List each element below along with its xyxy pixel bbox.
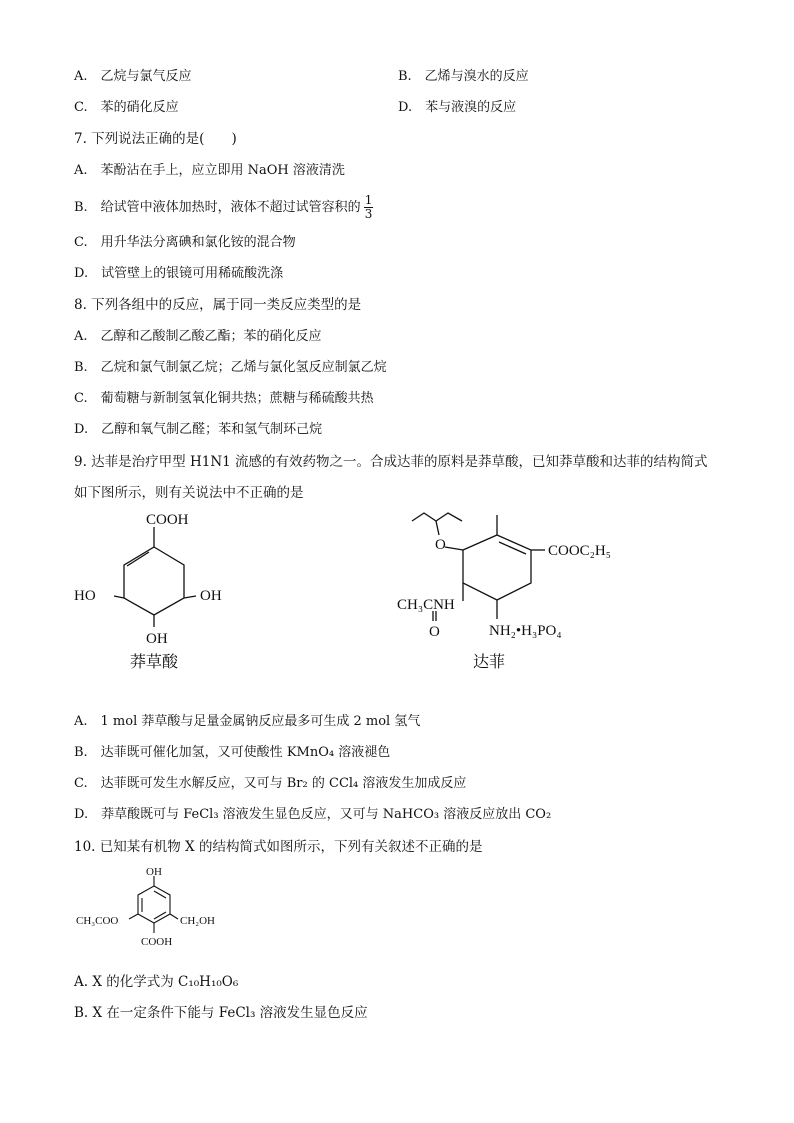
q10-option-a: A. X 的化学式为 C₁₀H₁₀O₆ (74, 974, 239, 990)
shikimic-acid-structure (70, 505, 260, 675)
q7-option-a: A. 苯酚沾在手上，应立即用 NaOH 溶液清洗 (74, 163, 345, 178)
compound-x-acetoxy-label: CH₃COO (76, 915, 119, 927)
q9-option-d: D. 莽草酸既可与 FeCl₃ 溶液发生显色反应，又可与 NaHCO₃ 溶液反应放出 CO₂ (74, 807, 552, 822)
tamiflu-structure (395, 505, 635, 680)
compound-x-ch2oh-label: CH₂OH (180, 915, 216, 927)
shikimic-oh-bottom-label: OH (146, 631, 168, 647)
q8-option-a: A. 乙醇和乙酸制乙酸乙酯；苯的硝化反应 (74, 329, 322, 344)
q9-option-a: A. 1 mol 莽草酸与足量金属钠反应最多可生成 2 mol 氢气 (74, 714, 421, 729)
fraction-one-third (364, 194, 374, 221)
tamiflu-name-label: 达菲 (473, 654, 506, 671)
tamiflu-salt-label: NH₂•H₃PO₄ (489, 623, 562, 639)
q6-option-d: D. 苯与液溴的反应 (398, 100, 517, 115)
q8-option-d: D. 乙醇和氧气制乙醛；苯和氢气制环己烷 (74, 422, 323, 437)
fraction-numerator: 1 (364, 193, 373, 207)
compound-x-oh-label: OH (146, 866, 162, 878)
q10-stem: 10. 已知某有机物 X 的结构简式如图所示，下列有关叙述不正确的是 (74, 839, 483, 855)
shikimic-ho-left-label: HO (74, 588, 96, 604)
q9-option-c: C. 达菲既可发生水解反应，又可与 Br₂ 的 CCl₄ 溶液发生加成反应 (74, 776, 467, 791)
q7-option-d: D. 试管壁上的银镜可用稀硫酸洗涤 (74, 266, 284, 281)
q8-option-b: B. 乙烷和氯气制氯乙烷；乙烯与氯化氢反应制氯乙烷 (74, 360, 387, 375)
q6-option-b: B. 乙烯与溴水的反应 (398, 69, 529, 84)
shikimic-cooh-label: COOH (146, 512, 189, 528)
q7-stem: 7. 下列说法正确的是( ) (74, 131, 237, 147)
q7-option-b-text: B. 给试管中液体加热时，液体不超过试管容积的 (74, 200, 361, 215)
q7-option-c: C. 用升华法分离碘和氯化铵的混合物 (74, 235, 296, 250)
q9-stem-line2: 如下图所示，则有关说法中不正确的是 (74, 485, 304, 501)
tamiflu-carbonyl-o-label: O (429, 624, 440, 640)
compound-x-cooh-label: COOH (141, 936, 173, 948)
fraction-denominator: 3 (364, 207, 373, 221)
compound-x-structure (74, 864, 254, 964)
q6-option-c: C. 苯的硝化反应 (74, 100, 179, 115)
tamiflu-amide-label: CH₃CNH (397, 597, 455, 613)
q10-option-b: B. X 在一定条件下能与 FeCl₃ 溶液发生显色反应 (74, 1005, 368, 1021)
q8-option-c: C. 葡萄糖与新制氢氧化铜共热；蔗糖与稀硫酸共热 (74, 391, 374, 406)
tamiflu-ester-label: COOC₂H₅ (548, 543, 611, 559)
shikimic-oh-right-label: OH (200, 588, 222, 604)
q6-option-a: A. 乙烷与氯气反应 (74, 69, 192, 84)
shikimic-name-label: 莽草酸 (130, 654, 179, 671)
tamiflu-ether-o-label: O (435, 537, 446, 553)
q9-stem-line1: 9. 达菲是治疗甲型 H1N1 流感的有效药物之一。合成达菲的原料是莽草酸，已知莽草酸和达菲的结构简式 (74, 454, 708, 470)
q8-stem: 8. 下列各组中的反应，属于同一类反应类型的是 (74, 297, 362, 313)
q9-option-b: B. 达菲既可催化加氢，又可使酸性 KMnO₄ 溶液褪色 (74, 745, 391, 760)
q7-option-b (74, 194, 373, 221)
